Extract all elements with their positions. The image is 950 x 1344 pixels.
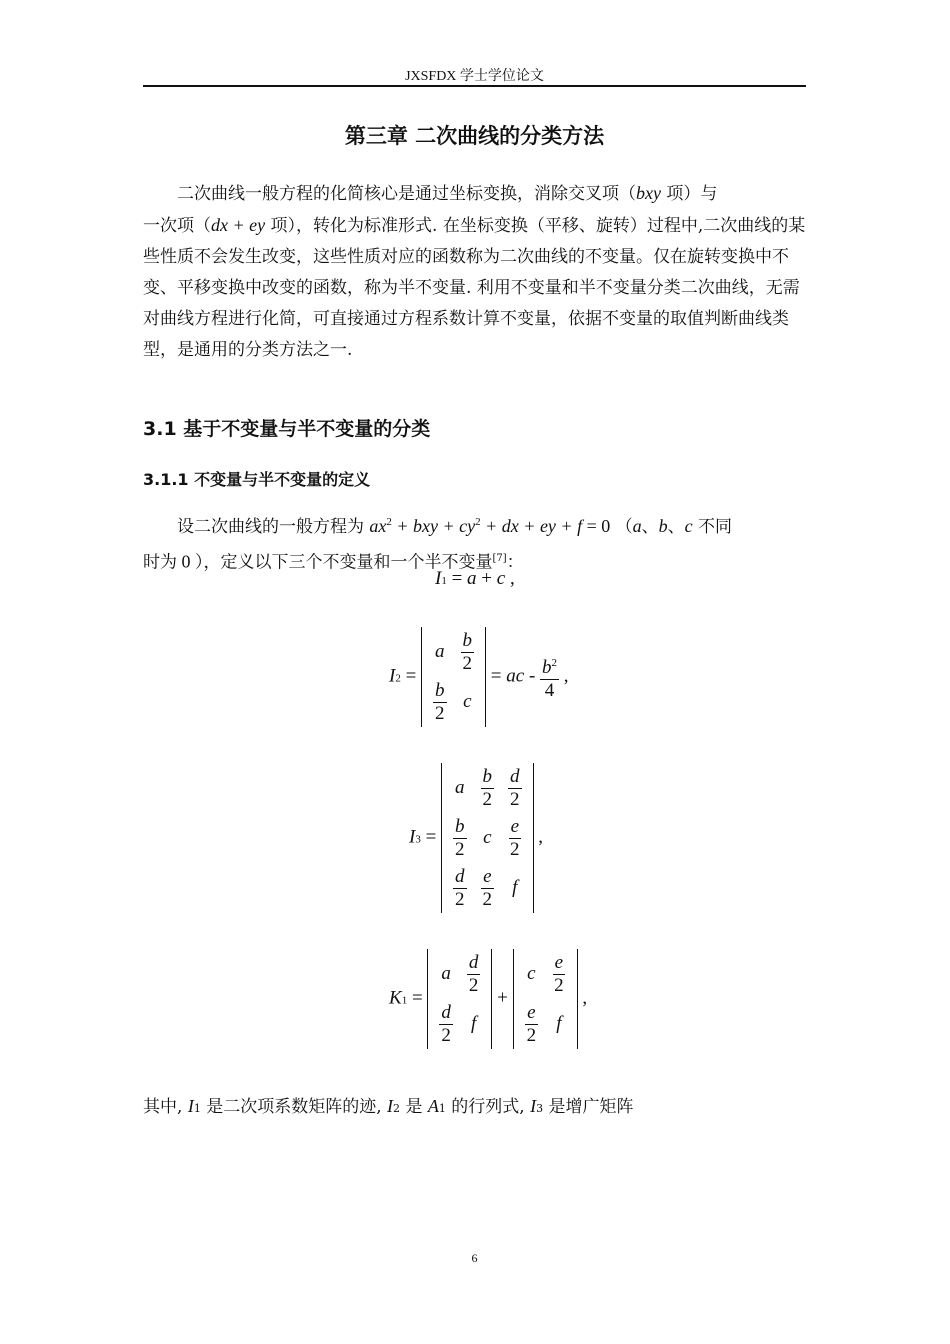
formula-i2: I2 = a $\frac{b}{2}$ $\frac{b}{2}$ c = ac - $\frac{b^2}{4}$ , [389,627,569,727]
chapter-title: 第三章 二次曲线的分类方法 [344,124,605,148]
section-heading: 3.1 基于不变量与半不变量的分类 [143,418,431,440]
running-header: JXSFDX 学士学位论文 [405,69,544,84]
formula-i1: I1 = a + c , [435,568,515,589]
page-number: 6 [471,1251,478,1265]
determinant-ce: c $\frac{e}{2}$ $\frac{e}{2}$ f [513,949,578,1049]
subsection-heading: 3.1.1 不变量与半不变量的定义 [143,470,371,489]
header-rule [143,85,806,87]
closing-paragraph: 其中, I1 是二次项系数矩阵的迹, I2 是 A1 的行列式, I3 是增广矩阵 [143,1096,634,1117]
determinant-ad: a $\frac{d}{2}$ $\frac{d}{2}$ f [427,949,492,1049]
formula-k1: K1 = a $\frac{d}{2}$ $\frac{d}{2}$ f + c $\frac{e}{2}$ $\frac{e}{2}$ f , [389,949,587,1049]
formula-i3: I3 = a $\frac{b}{2}$ $\frac{d}{2}$ $\frac{b}{2}$ c $\frac{e}{2}$ $\frac{d}{2}$ $\frac{e}{2}$ f , [409,763,543,913]
intro-paragraph: 二次曲线一般方程的化简核心是通过坐标变换，消除交叉项（bxy 项）与 一次项（dx + ey 项），转化为标准形式. 在坐标变换（平移、旋转）过程中,二次曲线的某些性质不会发生改变，这些性质对应的函数称为二次曲线的不变量。仅在旋转变换中不变、平移变换中改变的函数，称为半不变量. 利用不变量和半不变量分类二次曲线，无需对曲线方程进行化简，可直接通过方程系数计算不变量，依据不变量的取值判断曲线类型，是通用的分类方法之一. [143,183,806,360]
determinant-2x2: a $\frac{b}{2}$ $\frac{b}{2}$ c [421,627,486,727]
definition-paragraph: 设二次曲线的一般方程为 $ax^2$ + bxy + $cy^2$ + dx + ey + f = 0 （a、b、c 不同 时为 0 ），定义以下三个不变量和一个半不变量[7]： [143,516,733,573]
determinant-3x3: a $\frac{b}{2}$ $\frac{d}{2}$ $\frac{b}{2}$ c $\frac{e}{2}$ $\frac{d}{2}$ $\frac{e}{2}$ f [441,763,534,913]
